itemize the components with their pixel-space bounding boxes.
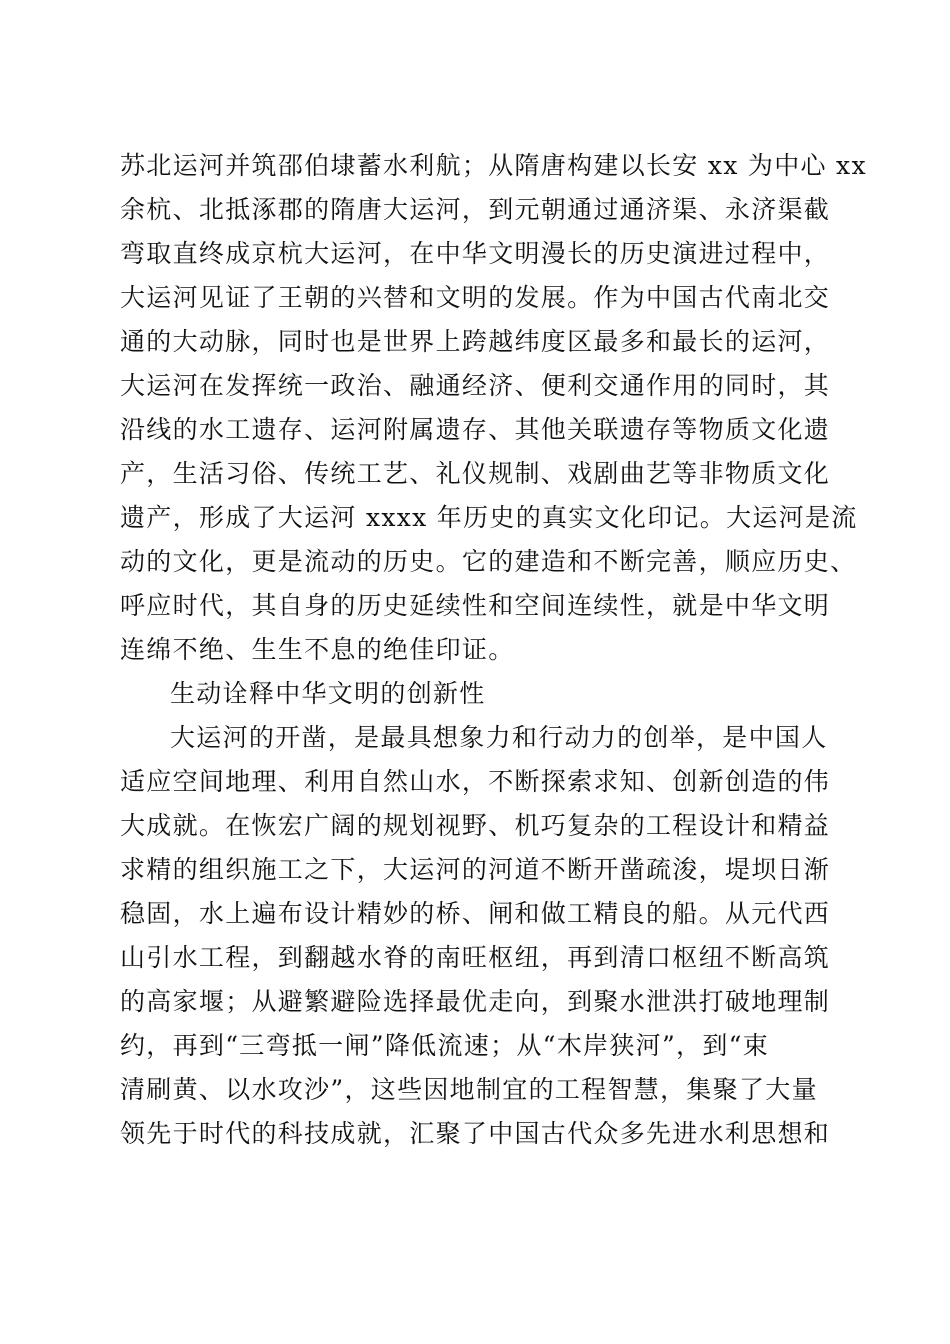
paragraph-line-8: 产，生活习俗、传统工艺、礼仪规制、戏剧曲艺等非物质文化: [120, 459, 831, 488]
paragraph-line-22: 清刷黄、以水攻沙”，这些因地制宜的工程智慧，集聚了大量: [120, 1075, 818, 1104]
paragraph-line-17: 求精的组织施工之下，大运河的河道不断开凿疏浚，堤坝日渐: [120, 855, 831, 884]
paragraph-line-7: 沿线的水工遗存、运河附属遗存、其他关联遗存等物质文化遗: [120, 415, 831, 444]
paragraph-line-9: 遗产，形成了大运河 xxxx 年历史的真实文化印记。大运河是流: [120, 503, 858, 532]
paragraph-line-4: 大运河见证了王朝的兴替和文明的发展。作为中国古代南北交: [120, 283, 831, 312]
paragraph-line-16: 大成就。在恢宏广阔的规划视野、机巧复杂的工程设计和精益: [120, 811, 831, 840]
paragraph-line-2: 余杭、北抵涿郡的隋唐大运河，到元朝通过通济渠、永济渠截: [120, 195, 831, 224]
paragraph-line-12: 连绵不绝、生生不息的绝佳印证。: [120, 635, 515, 664]
paragraph-line-20: 的高家堰；从避繁避险选择最优走向，到聚水泄洪打破地理制: [120, 987, 831, 1016]
paragraph-line-21: 约，再到“三弯抵一闸”降低流速；从“木岸狭河”，到“束: [120, 1031, 770, 1060]
paragraph-line-23: 领先于时代的科技成就，汇聚了中国古代众多先进水利思想和: [120, 1119, 831, 1148]
paragraph-line-6: 大运河在发挥统一政治、融通经济、便利交通作用的同时，其: [120, 371, 831, 400]
paragraph-line-11: 呼应时代，其自身的历史延续性和空间连续性，就是中华文明: [120, 591, 831, 620]
paragraph-line-14: 大运河的开凿，是最具想象力和行动力的创举，是中国人: [170, 723, 828, 752]
paragraph-line-18: 稳固，水上遍布设计精妙的桥、闸和做工精良的船。从元代西: [120, 899, 831, 928]
paragraph-line-19: 山引水工程，到翻越水脊的南旺枢纽，再到清口枢纽不断高筑: [120, 943, 831, 972]
paragraph-line-10: 动的文化，更是流动的历史。它的建造和不断完善，顺应历史、: [120, 547, 857, 576]
paragraph-line-3: 弯取直终成京杭大运河，在中华文明漫长的历史演进过程中，: [120, 239, 831, 268]
paragraph-line-15: 适应空间地理、利用自然山水，不断探索求知、创新创造的伟: [120, 767, 831, 796]
paragraph-line-5: 通的大动脉，同时也是世界上跨越纬度区最多和最长的运河，: [120, 327, 831, 356]
paragraph-line-1: 苏北运河并筑邵伯埭蓄水利航；从隋唐构建以长安 xx 为中心 xx: [120, 151, 867, 180]
section-heading: 生动诠释中华文明的创新性: [170, 679, 486, 708]
